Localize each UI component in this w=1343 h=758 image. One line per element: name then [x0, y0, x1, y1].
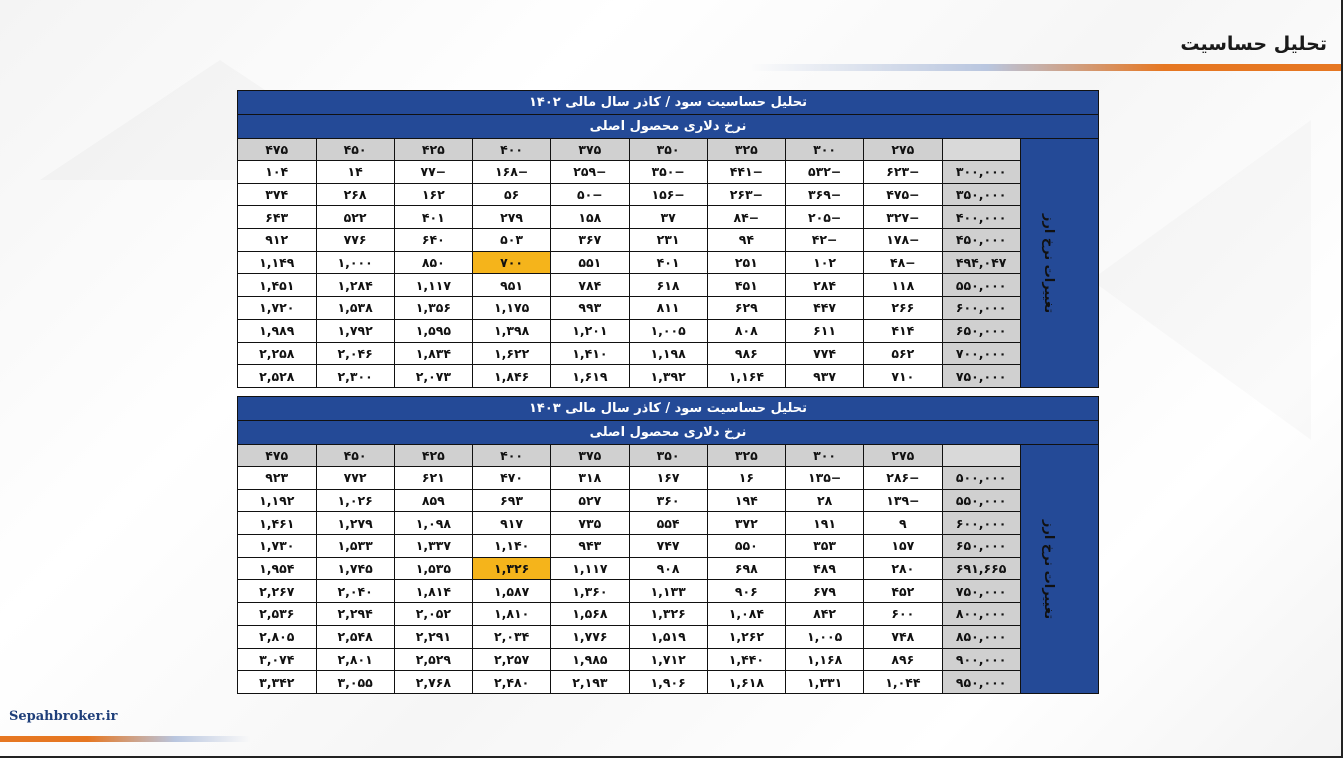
table-cell: ۸۵۰: [394, 251, 472, 274]
column-header: ۴۰۰: [473, 139, 551, 161]
column-header: ۴۵۰: [316, 445, 394, 467]
table-cell: ۲,۰۴۰: [316, 580, 394, 603]
table-cell: ۱,۵۱۹: [629, 625, 707, 648]
table-cell: ۲۵۱: [707, 251, 785, 274]
table-cell: ۹۱۷: [473, 512, 551, 535]
table-cell: ۹۱۲: [238, 229, 317, 252]
table-cell: ۶۰۰: [864, 603, 942, 626]
table-cell: ۹: [864, 512, 942, 535]
row-label: ۶۰۰,۰۰۰: [942, 512, 1020, 535]
row-label: ۶۹۱,۶۶۵: [942, 557, 1020, 580]
column-header: ۲۷۵: [864, 139, 942, 161]
table-cell: ۵۵۴: [629, 512, 707, 535]
table-row: [238, 557, 1099, 580]
table-subtitle-row: [238, 115, 1099, 139]
table-cell: ۱,۳۹۲: [629, 365, 707, 388]
table-cell: ۱,۱۹۲: [238, 489, 317, 512]
column-header: ۳۷۵: [551, 445, 629, 467]
table-cell: ۲,۵۴۸: [316, 625, 394, 648]
table-cell: ۸۱۱: [629, 297, 707, 320]
table-cell: ۱,۰۰۵: [629, 319, 707, 342]
table-row: [238, 512, 1099, 535]
column-header: ۳۷۵: [551, 139, 629, 161]
table-cell: ۱,۸۱۰: [473, 603, 551, 626]
background-shape: [1091, 120, 1311, 440]
table-cell: ۵۵۰: [707, 535, 785, 558]
column-header: ۳۵۰: [629, 139, 707, 161]
table-cell: ۱,۵۹۵: [394, 319, 472, 342]
row-label: ۷۵۰,۰۰۰: [942, 580, 1020, 603]
table-cell: ۶۹۳: [473, 489, 551, 512]
table-cell: ۱,۱۷۵: [473, 297, 551, 320]
row-label: ۳۵۰,۰۰۰: [942, 183, 1020, 206]
table-cell: ۱۶۷: [629, 467, 707, 490]
table-cell: ۱۴: [316, 161, 394, 184]
table-cell: ۱,۱۶۴: [707, 365, 785, 388]
highlighted-cell: ۷۰۰: [473, 251, 551, 274]
table-row: [238, 365, 1099, 388]
table-cell: ۱,۸۴۶: [473, 365, 551, 388]
table-cell: ۳۷۲: [707, 512, 785, 535]
table-cell: ۱,۰۴۴: [864, 671, 942, 694]
table-cell: ۷۷۲: [316, 467, 394, 490]
table-cell: ۱,۶۱۹: [551, 365, 629, 388]
table-row: [238, 274, 1099, 297]
table-cell: ۲,۵۲۸: [238, 365, 317, 388]
table-cell: ۲۳۱: [629, 229, 707, 252]
column-header: ۴۷۵: [238, 445, 317, 467]
row-label: ۹۰۰,۰۰۰: [942, 648, 1020, 671]
header-corner: [942, 445, 1020, 467]
table-cell: ۲,۵۳۶: [238, 603, 317, 626]
table-row: [238, 648, 1099, 671]
table-cell: ۹۹۳: [551, 297, 629, 320]
table-cell: −۱۵۶: [629, 183, 707, 206]
table-cell: ۳۱۸: [551, 467, 629, 490]
table-row: [238, 161, 1099, 184]
column-header: ۳۰۰: [786, 139, 864, 161]
table-cell: ۲۸۰: [864, 557, 942, 580]
table-cell: ۲,۲۹۴: [316, 603, 394, 626]
table-cell: ۱,۳۳۱: [786, 671, 864, 694]
table-cell: ۲۶۸: [316, 183, 394, 206]
table-cell: ۱,۲۸۴: [316, 274, 394, 297]
table-subtitle-row: [238, 421, 1099, 445]
table-cell: ۱,۰۹۸: [394, 512, 472, 535]
table-cell: ۵۵۱: [551, 251, 629, 274]
table-cell: ۱,۱۳۳: [629, 580, 707, 603]
table-cell: ۱,۳۹۸: [473, 319, 551, 342]
table-cell: ۷۴۷: [629, 535, 707, 558]
table-cell: ۱,۹۵۴: [238, 557, 317, 580]
table-cell: ۱,۹۸۵: [551, 648, 629, 671]
footer-underline: [0, 736, 250, 742]
table-cell: ۱,۰۲۶: [316, 489, 394, 512]
table-cell: ۱,۷۴۵: [316, 557, 394, 580]
table-cell: ۱,۸۳۴: [394, 342, 472, 365]
table-cell: ۶۴۰: [394, 229, 472, 252]
table-cell: ۱,۵۶۸: [551, 603, 629, 626]
column-header-row: [238, 445, 1099, 467]
table-cell: −۳۶۹: [786, 183, 864, 206]
side-label-text: تغییرات نرخ ارز: [1040, 213, 1056, 314]
table-cell: ۱,۱۶۸: [786, 648, 864, 671]
table-cell: ۹۵۱: [473, 274, 551, 297]
table-cell: ۹۲۳: [238, 467, 317, 490]
table-cell: ۴۷۰: [473, 467, 551, 490]
table-cell: ۳,۰۷۴: [238, 648, 317, 671]
table-cell: ۲,۲۵۷: [473, 648, 551, 671]
table-cell: ۱,۵۳۳: [316, 535, 394, 558]
row-label: ۷۰۰,۰۰۰: [942, 342, 1020, 365]
table-cell: ۹۸۶: [707, 342, 785, 365]
table-cell: ۱,۳۵۶: [394, 297, 472, 320]
row-label: ۷۵۰,۰۰۰: [942, 365, 1020, 388]
table-cell: ۱,۷۷۶: [551, 625, 629, 648]
table-cell: −۲۸۶: [864, 467, 942, 490]
table-cell: ۱,۴۵۱: [238, 274, 317, 297]
column-header-row: [238, 139, 1099, 161]
table-cell: ۱,۳۲۶: [629, 603, 707, 626]
table-cell: ۱,۳۳۷: [394, 535, 472, 558]
table-cell: ۹۰۶: [707, 580, 785, 603]
table-cell: ۲,۲۵۸: [238, 342, 317, 365]
table-cell: ۷۸۴: [551, 274, 629, 297]
table-cell: ۲,۰۳۴: [473, 625, 551, 648]
table-cell: ۲۷۹: [473, 206, 551, 229]
row-label: ۴۹۴,۰۴۷: [942, 251, 1020, 274]
table-row: [238, 580, 1099, 603]
table-cell: ۱,۷۲۰: [238, 297, 317, 320]
table-cell: −۳۵۰: [629, 161, 707, 184]
table-cell: ۵۶۲: [864, 342, 942, 365]
table-cell: −۴۸: [864, 251, 942, 274]
column-header: ۳۲۵: [707, 445, 785, 467]
table-cell: ۷۱۰: [864, 365, 942, 388]
column-header: ۴۲۵: [394, 445, 472, 467]
table-cell: −۷۷: [394, 161, 472, 184]
table-cell: ۱,۰۰۵: [786, 625, 864, 648]
table-cell: ۳,۳۴۲: [238, 671, 317, 694]
table-cell: ۱۹۱: [786, 512, 864, 535]
table-cell: ۳۶۷: [551, 229, 629, 252]
table-cell: ۲۶۶: [864, 297, 942, 320]
table-cell: −۱۷۸: [864, 229, 942, 252]
column-header: ۳۵۰: [629, 445, 707, 467]
row-label: ۴۰۰,۰۰۰: [942, 206, 1020, 229]
row-label: ۵۵۰,۰۰۰: [942, 489, 1020, 512]
table-cell: ۴۰۱: [394, 206, 472, 229]
table-cell: ۴۰۱: [629, 251, 707, 274]
table-cell: −۲۶۳: [707, 183, 785, 206]
table-subtitle: نرخ دلاری محصول اصلی: [238, 115, 1099, 139]
table-cell: −۴۴۱: [707, 161, 785, 184]
table-cell: ۱,۸۱۴: [394, 580, 472, 603]
table-cell: −۳۲۷: [864, 206, 942, 229]
table-title: تحلیل حساسیت سود / کاذر سال مالی ۱۴۰۳: [238, 397, 1099, 421]
row-label: ۵۵۰,۰۰۰: [942, 274, 1020, 297]
table-cell: ۴۵۱: [707, 274, 785, 297]
column-header: ۴۵۰: [316, 139, 394, 161]
table-row: [238, 603, 1099, 626]
table-cell: ۲,۱۹۳: [551, 671, 629, 694]
page-title: تحلیل حساسیت: [1180, 33, 1327, 55]
table-cell: ۴۸۹: [786, 557, 864, 580]
table-cell: ۵۰۳: [473, 229, 551, 252]
table-cell: ۴۴۷: [786, 297, 864, 320]
row-label: ۶۵۰,۰۰۰: [942, 535, 1020, 558]
table-cell: ۱۱۸: [864, 274, 942, 297]
row-label: ۹۵۰,۰۰۰: [942, 671, 1020, 694]
table-cell: ۲,۲۶۷: [238, 580, 317, 603]
table-cell: ۶۴۳: [238, 206, 317, 229]
table-cell: ۱۶: [707, 467, 785, 490]
table-cell: ۱,۵۸۷: [473, 580, 551, 603]
sensitivity-table-1403: [237, 396, 1099, 694]
table-cell: ۳۶۰: [629, 489, 707, 512]
table-cell: ۳۷۴: [238, 183, 317, 206]
table-cell: ۹۴۳: [551, 535, 629, 558]
table-cell: ۶۱۱: [786, 319, 864, 342]
row-label: ۶۵۰,۰۰۰: [942, 319, 1020, 342]
header-corner: [942, 139, 1020, 161]
row-label: ۸۰۰,۰۰۰: [942, 603, 1020, 626]
side-label-text: تغییرات نرخ ارز: [1040, 519, 1056, 620]
table-cell: ۲,۰۴۶: [316, 342, 394, 365]
table-cell: ۲۸: [786, 489, 864, 512]
table-cell: ۵۲۷: [551, 489, 629, 512]
table-cell: ۱,۳۶۰: [551, 580, 629, 603]
table-cell: −۴۷۵: [864, 183, 942, 206]
column-header: ۳۰۰: [786, 445, 864, 467]
table-cell: −۴۲: [786, 229, 864, 252]
table-cell: ۹۴: [707, 229, 785, 252]
column-header: ۴۰۰: [473, 445, 551, 467]
table-cell: ۱,۴۱۰: [551, 342, 629, 365]
table-cell: ۶۱۸: [629, 274, 707, 297]
table-cell: ۲,۸۰۱: [316, 648, 394, 671]
table-row: [238, 251, 1099, 274]
table-cell: ۲,۴۸۰: [473, 671, 551, 694]
table-cell: ۱,۵۳۸: [316, 297, 394, 320]
table-row: [238, 489, 1099, 512]
table-cell: ۱,۵۳۵: [394, 557, 472, 580]
table-cell: ۱۹۴: [707, 489, 785, 512]
table-cell: ۱۵۷: [864, 535, 942, 558]
table-row: [238, 183, 1099, 206]
table-cell: ۱,۱۴۰: [473, 535, 551, 558]
table-title-row: [238, 397, 1099, 421]
table-row: [238, 229, 1099, 252]
row-label: ۵۰۰,۰۰۰: [942, 467, 1020, 490]
table-cell: ۱,۱۴۹: [238, 251, 317, 274]
table-cell: ۱,۴۴۰: [707, 648, 785, 671]
table-cell: ۱,۲۰۱: [551, 319, 629, 342]
table-cell: ۳۷: [629, 206, 707, 229]
table-cell: ۱۰۲: [786, 251, 864, 274]
table-cell: −۸۴: [707, 206, 785, 229]
table-subtitle: نرخ دلاری محصول اصلی: [238, 421, 1099, 445]
row-label: ۶۰۰,۰۰۰: [942, 297, 1020, 320]
footer-website[interactable]: Sepahbroker.ir: [9, 709, 118, 724]
table-title: تحلیل حساسیت سود / کاذر سال مالی ۱۴۰۲: [238, 91, 1099, 115]
table-cell: ۱۵۸: [551, 206, 629, 229]
table-cell: ۱,۱۹۸: [629, 342, 707, 365]
column-header: ۴۷۵: [238, 139, 317, 161]
table-row: [238, 535, 1099, 558]
table-cell: ۹۳۷: [786, 365, 864, 388]
table-cell: ۱,۷۳۰: [238, 535, 317, 558]
table-cell: ۱۰۴: [238, 161, 317, 184]
table-cell: −۵۳۲: [786, 161, 864, 184]
table-cell: ۲,۰۵۲: [394, 603, 472, 626]
table-title-row: [238, 91, 1099, 115]
table-cell: −۱۳۵: [786, 467, 864, 490]
table-cell: ۷۳۵: [551, 512, 629, 535]
table-row: [238, 467, 1099, 490]
table-row: [238, 625, 1099, 648]
table-cell: ۲,۳۰۰: [316, 365, 394, 388]
row-label: ۴۵۰,۰۰۰: [942, 229, 1020, 252]
table-cell: ۱,۶۲۲: [473, 342, 551, 365]
table-row: [238, 297, 1099, 320]
table-cell: ۶۹۸: [707, 557, 785, 580]
table-cell: −۲۰۵: [786, 206, 864, 229]
table-cell: ۵۶: [473, 183, 551, 206]
table-row: [238, 342, 1099, 365]
title-underline: [751, 64, 1341, 71]
table-cell: ۶۷۹: [786, 580, 864, 603]
sensitivity-table-1402: [237, 90, 1099, 388]
table-cell: ۵۲۲: [316, 206, 394, 229]
column-header: ۳۲۵: [707, 139, 785, 161]
side-label: [1020, 445, 1098, 694]
row-label: ۸۵۰,۰۰۰: [942, 625, 1020, 648]
table-cell: −۲۵۹: [551, 161, 629, 184]
highlighted-cell: ۱,۳۲۶: [473, 557, 551, 580]
table-cell: −۱۳۹: [864, 489, 942, 512]
table-cell: ۲,۰۷۳: [394, 365, 472, 388]
table-row: [238, 319, 1099, 342]
table-cell: ۶۲۹: [707, 297, 785, 320]
side-label: [1020, 139, 1098, 388]
table-cell: ۸۵۹: [394, 489, 472, 512]
table-cell: ۲,۲۹۱: [394, 625, 472, 648]
table-row: [238, 671, 1099, 694]
table-cell: ۱,۲۶۲: [707, 625, 785, 648]
table-row: [238, 206, 1099, 229]
table-cell: ۱,۹۰۶: [629, 671, 707, 694]
table-cell: ۴۱۴: [864, 319, 942, 342]
table-cell: ۹۰۸: [629, 557, 707, 580]
table-cell: ۱۶۲: [394, 183, 472, 206]
table-cell: ۱,۹۸۹: [238, 319, 317, 342]
table-cell: −۵۰: [551, 183, 629, 206]
table-cell: ۶۲۱: [394, 467, 472, 490]
table-cell: ۳,۰۵۵: [316, 671, 394, 694]
table-cell: ۱,۶۱۸: [707, 671, 785, 694]
table-cell: ۱,۱۱۷: [551, 557, 629, 580]
table-cell: ۷۷۴: [786, 342, 864, 365]
table-cell: ۸۴۲: [786, 603, 864, 626]
table-cell: ۳۵۳: [786, 535, 864, 558]
table-cell: ۱,۱۱۷: [394, 274, 472, 297]
column-header: ۲۷۵: [864, 445, 942, 467]
table-cell: ۱,۰۰۰: [316, 251, 394, 274]
table-cell: ۱,۷۹۲: [316, 319, 394, 342]
table-cell: ۲,۸۰۵: [238, 625, 317, 648]
table-cell: ۱,۰۸۴: [707, 603, 785, 626]
table-cell: ۷۷۶: [316, 229, 394, 252]
row-label: ۳۰۰,۰۰۰: [942, 161, 1020, 184]
table-cell: ۱,۷۱۲: [629, 648, 707, 671]
table-cell: ۷۴۸: [864, 625, 942, 648]
table-cell: ۸۰۸: [707, 319, 785, 342]
table-cell: ۱,۲۷۹: [316, 512, 394, 535]
table-cell: ۸۹۶: [864, 648, 942, 671]
table-cell: ۲۸۴: [786, 274, 864, 297]
table-cell: ۲,۷۶۸: [394, 671, 472, 694]
table-cell: −۱۶۸: [473, 161, 551, 184]
table-cell: ۲,۵۲۹: [394, 648, 472, 671]
table-cell: −۶۲۳: [864, 161, 942, 184]
table-cell: ۱,۴۶۱: [238, 512, 317, 535]
table-cell: ۴۵۲: [864, 580, 942, 603]
column-header: ۴۲۵: [394, 139, 472, 161]
